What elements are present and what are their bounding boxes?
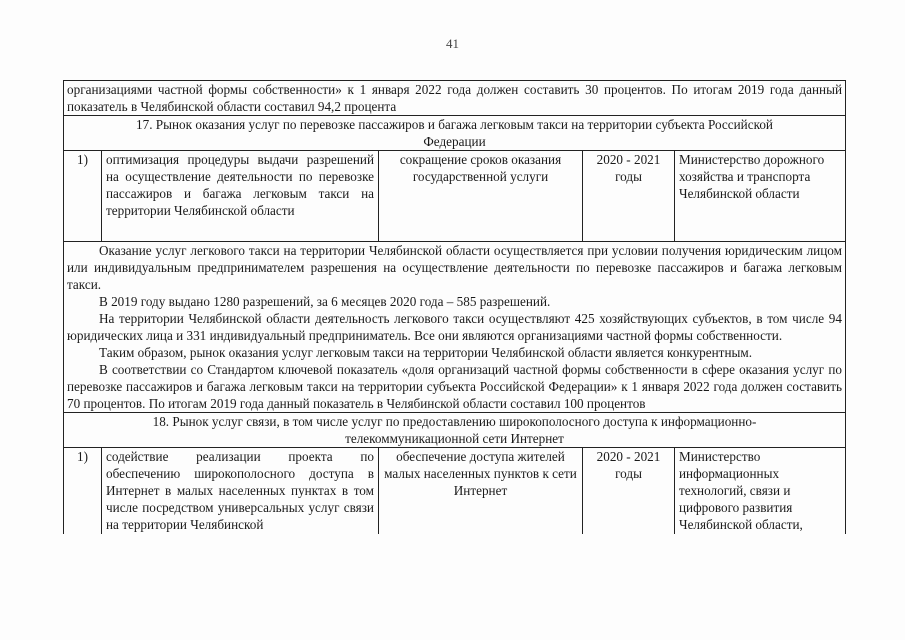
section-17-title: 17. Рынок оказания услуг по перевозке пассажиров и багажа легковым такси на территории субъекта Российской Федерации [64, 115, 845, 150]
section-17-text-block [64, 241, 845, 412]
row-period: 2020 - 2021 годы [582, 151, 674, 241]
page-number: 41 [446, 36, 459, 51]
row-task: оптимизация процедуры выдачи разрешений на осуществление деятельности по перевозке пассажиров и багажа легковым такси на территории Челябинской области [101, 151, 378, 241]
document-table [63, 80, 846, 534]
row-result: обеспечение доступа жителей малых населенных пунктов к сети Интернет [378, 448, 582, 534]
row-result: сокращение сроков оказания государственной услуги [378, 151, 582, 241]
section-18-row [64, 447, 845, 534]
paragraph: В 2019 году выдано 1280 разрешений, за 6 месяцев 2020 года – 585 разрешений. [99, 294, 551, 309]
row-number: 1) [77, 449, 88, 464]
row-task: содействие реализации проекта по обеспечению широкополосного доступа в Интернет в малых населенных пунктах в том числе посредством универсальных услуг связи на территории Челябинской [101, 448, 378, 534]
section-18-title: 18. Рынок услуг связи, в том числе услуг по предоставлению широкополосного доступа к информационно-телекоммуникационной сети Интернет [64, 412, 845, 447]
section-17-row [64, 150, 845, 241]
top-paragraph-block [64, 80, 845, 115]
paragraph: В соответствии со Стандартом ключевой показатель «доля организаций частной формы собственности в сфере оказания услуг по перевозке пассажиров и багажа легковым такси на территории субъекта Российской Федерации» к 1 января 2022 года должен составить 70 процентов. По итогам 2019 года данный показатель в Челябинской области составил 100 процентов [67, 362, 842, 411]
paragraph: Таким образом, рынок оказания услуг легковым такси на территории Челябинской области является конкурентным. [99, 345, 753, 360]
row-executor: Министерство информационных технологий, связи и цифрового развития Челябинской области, [674, 448, 845, 534]
row-period: 2020 - 2021 годы [582, 448, 674, 534]
row-number: 1) [77, 152, 88, 167]
paragraph: Оказание услуг легкового такси на территории Челябинской области осуществляется при условии получения юридическим лицом или индивидуальным предпринимателем разрешения на осуществление деятельности по перевозке пассажиров и багажа легковым такси. [67, 243, 842, 292]
paragraph: На территории Челябинской области деятельность легкового такси осуществляют 425 хозяйствующих субъектов, в том числе 94 юридических лица и 331 индивидуальный предприниматель. Все они являются организациями частной формы собственности. [67, 311, 842, 343]
top-paragraph: организациями частной формы собственности» к 1 января 2022 года должен составить 30 процентов. По итогам 2019 года данный показатель в Челябинской области составил 94,2 процента [67, 82, 842, 114]
row-executor: Министерство дорожного хозяйства и транспорта Челябинской области [674, 151, 845, 241]
